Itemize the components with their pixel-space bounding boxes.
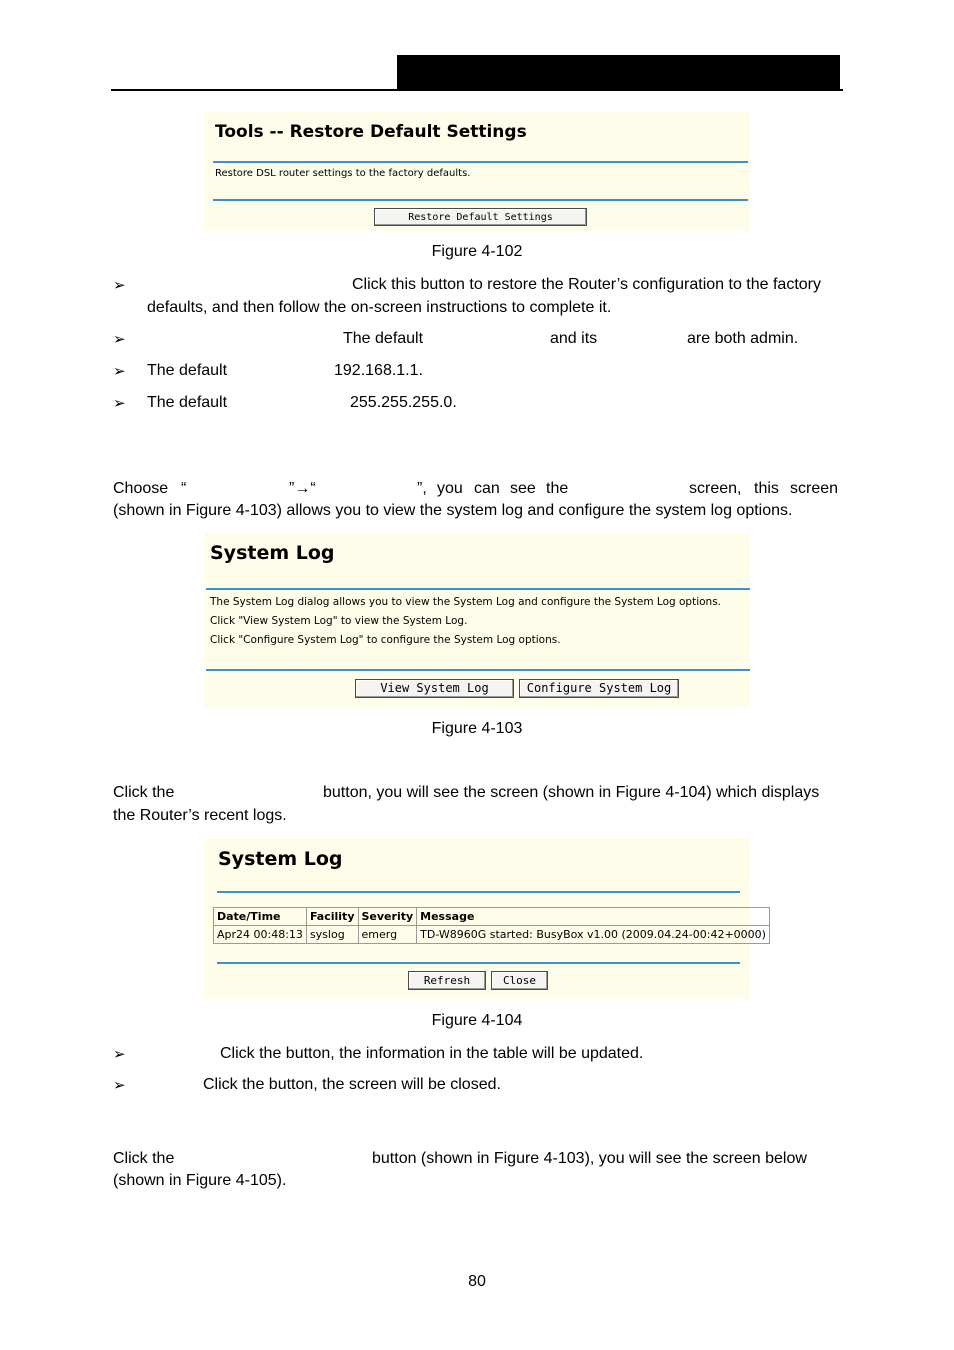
bullet-text: Click the button, the screen will be closed. bbox=[203, 1076, 501, 1093]
panel-divider bbox=[217, 891, 740, 893]
table-cell: TD-W8960G started: BusyBox v1.00 (2009.04.24-00:42+0000) bbox=[417, 926, 770, 944]
figure-caption: Figure 4-103 bbox=[431, 720, 523, 737]
table-header-cell: Message bbox=[417, 908, 770, 926]
table-cell: emerg bbox=[358, 926, 417, 944]
restore-defaults-panel bbox=[204, 112, 750, 231]
bullet-text: defaults, and then follow the on-screen instructions to complete it. bbox=[147, 299, 612, 316]
paragraph-text: Click the bbox=[113, 1150, 175, 1167]
panel-title: Tools -- Restore Default Settings bbox=[215, 122, 527, 142]
paragraph-text: ”→“ bbox=[289, 480, 316, 497]
page-number: 80 bbox=[468, 1273, 486, 1290]
refresh-button[interactable]: Refresh bbox=[408, 971, 486, 990]
bullet-text: The default bbox=[343, 330, 424, 347]
header-bar bbox=[397, 55, 840, 89]
table-header-cell: Facility bbox=[306, 908, 358, 926]
paragraph-text: “ bbox=[181, 480, 187, 497]
paragraph-text: the bbox=[546, 480, 569, 497]
figure-caption: Figure 4-104 bbox=[431, 1012, 523, 1029]
close-button[interactable]: Close bbox=[491, 971, 548, 990]
panel-divider bbox=[213, 161, 748, 163]
system-log-panel bbox=[204, 533, 750, 708]
panel-title: System Log bbox=[218, 848, 343, 870]
bullet-text: are both admin. bbox=[687, 330, 799, 347]
paragraph-text: button, you will see the screen (shown in Figure 4-104) which displays bbox=[323, 784, 820, 801]
panel-divider bbox=[217, 962, 740, 964]
table-header-cell: Date/Time bbox=[214, 908, 307, 926]
bullet-text: The default bbox=[147, 394, 228, 411]
panel-description-line: The System Log dialog allows you to view the System Log and configure the System Log options. bbox=[210, 596, 722, 608]
bullet-marker: ➢ bbox=[113, 395, 126, 412]
paragraph-text: screen, bbox=[689, 480, 742, 497]
table-cell: syslog bbox=[306, 926, 358, 944]
system-log-table bbox=[213, 907, 770, 944]
figure-caption: Figure 4-102 bbox=[431, 243, 523, 260]
bullet-marker: ➢ bbox=[113, 331, 126, 348]
paragraph-text: button (shown in Figure 4-103), you will see the screen below bbox=[372, 1150, 807, 1167]
panel-divider bbox=[206, 669, 750, 671]
bullet-marker: ➢ bbox=[113, 363, 126, 380]
view-system-log-button[interactable]: View System Log bbox=[355, 679, 514, 698]
panel-description-line: Click "View System Log" to view the System Log. bbox=[210, 615, 468, 627]
table-cell: Apr24 00:48:13 bbox=[214, 926, 307, 944]
paragraph-text: the Router’s recent logs. bbox=[113, 807, 287, 824]
panel-divider bbox=[213, 199, 748, 201]
system-log-view-panel bbox=[204, 838, 766, 999]
paragraph-text: this bbox=[754, 480, 779, 497]
paragraph-text: see bbox=[510, 480, 536, 497]
bullet-text: and its bbox=[550, 330, 598, 347]
paragraph-text: (shown in Figure 4-103) allows you to view the system log and configure the system log options. bbox=[113, 502, 793, 519]
configure-system-log-button[interactable]: Configure System Log bbox=[519, 679, 679, 698]
paragraph-text: Choose bbox=[113, 480, 169, 497]
panel-description: Restore DSL router settings to the factory defaults. bbox=[215, 168, 471, 179]
bullet-text: 192.168.1.1. bbox=[334, 362, 423, 379]
paragraph-text: Click the bbox=[113, 784, 175, 801]
paragraph-text: can bbox=[474, 480, 500, 497]
table-header-cell: Severity bbox=[358, 908, 417, 926]
restore-default-settings-button[interactable]: Restore Default Settings bbox=[374, 208, 587, 226]
panel-divider bbox=[206, 588, 750, 590]
paragraph-text: screen bbox=[790, 480, 839, 497]
panel-description-line: Click "Configure System Log" to configure the System Log options. bbox=[210, 634, 561, 646]
bullet-text: The default bbox=[147, 362, 228, 379]
header-rule bbox=[111, 89, 843, 91]
bullet-marker: ➢ bbox=[113, 1046, 126, 1063]
paragraph-text: ”, bbox=[417, 480, 427, 497]
bullet-text: Click the button, the information in the table will be updated. bbox=[220, 1045, 644, 1062]
bullet-marker: ➢ bbox=[113, 1077, 126, 1094]
bullet-marker: ➢ bbox=[113, 277, 126, 294]
panel-title: System Log bbox=[210, 542, 335, 564]
bullet-text: Click this button to restore the Router’s configuration to the factory bbox=[352, 276, 821, 293]
paragraph-text: (shown in Figure 4-105). bbox=[113, 1172, 287, 1189]
table-header-row bbox=[214, 908, 770, 926]
paragraph-text: you bbox=[437, 480, 463, 497]
bullet-text: 255.255.255.0. bbox=[350, 394, 457, 411]
table-row bbox=[214, 926, 770, 944]
